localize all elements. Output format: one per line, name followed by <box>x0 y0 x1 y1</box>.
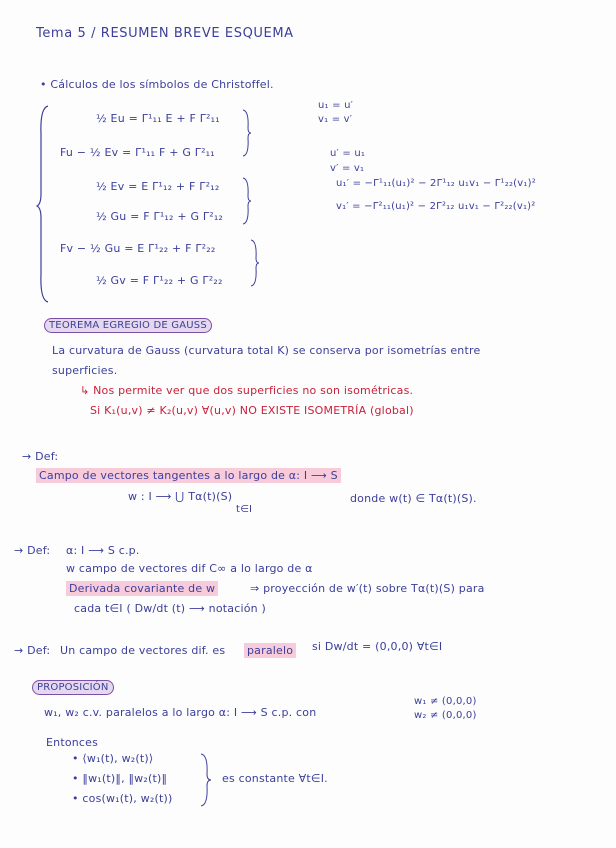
page-title: Tema 5 / RESUMEN BREVE ESQUEMA <box>36 26 294 41</box>
teorema-note-2: Si K₁(u,v) ≠ K₂(u,v) ∀(u,v) NO EXISTE ISOMETRÍA (global) <box>90 404 414 417</box>
teorema-label: TEOREMA EGREGIO DE GAUSS <box>44 318 212 333</box>
def3-label: → Def: <box>14 644 51 657</box>
def3-text: Un campo de vectores dif. es <box>60 644 226 657</box>
proposicion-conclusion: es constante ∀t∈I. <box>222 772 328 785</box>
pair-brace-2-icon <box>242 176 252 226</box>
side-eq-5: u₁′ = −Γ¹₁₁(u₁)² − 2Γ¹₁₂ u₁v₁ − Γ¹₂₂(v₁)² <box>336 178 536 189</box>
conclusion-brace-icon <box>200 752 212 808</box>
side-eq-6: v₁′ = −Γ²₁₁(u₁)² − 2Γ²₁₂ u₁v₁ − Γ²₂₂(v₁)² <box>336 201 536 212</box>
pair-brace-3-icon <box>250 238 260 288</box>
proposicion-cond-1: w₁ ≠ (0,0,0) <box>414 696 477 707</box>
teorema-note-1: ↳ Nos permite ver que dos superficies no son isométricas. <box>80 384 414 397</box>
proposicion-label: PROPOSICIÓN <box>32 680 114 695</box>
christoffel-eq-1: ½ Eu = Γ¹₁₁ E + F Γ²₁₁ <box>96 112 220 125</box>
def1-donde: donde w(t) ∈ Tα(t)(S). <box>350 492 477 505</box>
teorema-line-2: superficies. <box>52 364 118 377</box>
christoffel-eq-2: Fu − ½ Ev = Γ¹₁₁ F + G Γ²₁₁ <box>60 146 215 159</box>
proposicion-item-1: • ⟨w₁(t), w₂(t)⟩ <box>72 752 154 765</box>
proposicion-cond-2: w₂ ≠ (0,0,0) <box>414 710 477 721</box>
proposicion-line-1: w₁, w₂ c.v. paralelos a lo largo α: I ⟶ S c.p. con <box>44 706 317 719</box>
def2-label: → Def: <box>14 544 51 557</box>
side-eq-4: v′ = v₁ <box>330 163 365 174</box>
def2-line-1: α: I ⟶ S c.p. <box>66 544 140 557</box>
def2-line-4: cada t∈I ( Dw/dt (t) ⟶ notación ) <box>74 602 267 615</box>
def1-formula-sub: t∈I <box>236 504 253 515</box>
christoffel-eq-5: Fv − ½ Gu = E Γ¹₂₂ + F Γ²₂₂ <box>60 242 216 255</box>
teorema-line-1: La curvatura de Gauss (curvatura total K) se conserva por isometrías entre <box>52 344 481 357</box>
christoffel-eq-4: ½ Gu = F Γ¹₁₂ + G Γ²₁₂ <box>96 210 224 223</box>
side-eq-2: v₁ = v′ <box>318 114 353 125</box>
side-eq-3: u′ = u₁ <box>330 148 366 159</box>
def2-line-3: ⇒ proyección de w′(t) sobre Tα(t)(S) para <box>250 582 485 595</box>
christoffel-eq-3: ½ Ev = E Γ¹₁₂ + F Γ²₁₂ <box>96 180 220 193</box>
def1-label: → Def: <box>22 450 59 463</box>
def2-derivada: Derivada covariante de w <box>66 581 218 596</box>
def3-paralelo: paralelo <box>244 643 296 658</box>
christoffel-heading: • Cálculos de los símbolos de Christoffel. <box>40 78 274 91</box>
def2-line-2: w campo de vectores dif C∞ a lo largo de α <box>66 562 313 575</box>
def1-formula: w : I ⟶ ⋃ Tα(t)(S) <box>128 490 233 503</box>
proposicion-entonces: Entonces <box>46 736 99 749</box>
pair-brace-1-icon <box>242 108 252 158</box>
christoffel-eq-6: ½ Gv = F Γ¹₂₂ + G Γ²₂₂ <box>96 274 223 287</box>
def1-highlight: Campo de vectores tangentes a lo largo de α: I ⟶ S <box>36 468 341 483</box>
proposicion-item-3: • cos(w₁(t), w₂(t)) <box>72 792 173 805</box>
system-brace-icon <box>36 104 50 304</box>
def3-text-2: si Dw/dt = (0,0,0) ∀t∈I <box>312 640 443 653</box>
side-eq-1: u₁ = u′ <box>318 100 354 111</box>
proposicion-item-2: • ‖w₁(t)‖, ‖w₂(t)‖ <box>72 772 168 785</box>
